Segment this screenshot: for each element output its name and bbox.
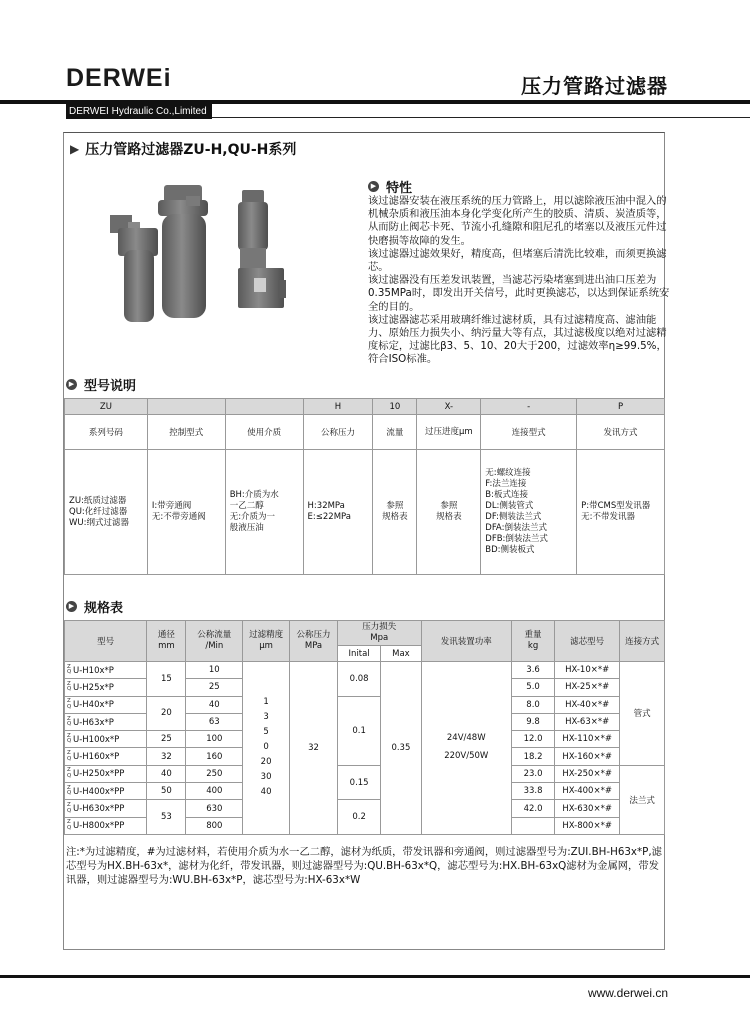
spec-flow-cell: 160: [186, 748, 243, 765]
spec-flow-cell: 10: [186, 662, 243, 679]
spec-flow-cell: 100: [186, 731, 243, 748]
spec-model-cell: [65, 783, 147, 800]
spec-flow-cell: 800: [186, 817, 243, 834]
spec-element-cell: HX-160×*#: [555, 748, 620, 765]
spec-model-cell: [65, 817, 147, 834]
model-detail-cell: 参照 规格表: [373, 450, 417, 575]
spec-weight-cell: [511, 817, 554, 834]
model-prefix-bottom: Q: [67, 686, 72, 693]
spec-loss-initial-cell: 0.1: [338, 696, 381, 765]
spec-model-name: U-H100x*P: [73, 734, 120, 745]
spec-loss-max-cell: 0.35: [381, 662, 421, 835]
spec-header-connection: 连接方式: [620, 621, 665, 662]
spec-flow-cell: 40: [186, 696, 243, 713]
spec-bore-cell: 20: [147, 696, 186, 731]
model-header-cell: 系列号码: [65, 415, 148, 450]
spec-weight-cell: 8.0: [511, 696, 554, 713]
spec-flow-cell: 25: [186, 679, 243, 696]
feature-paragraph: 该过滤器没有压差发讯装置，当滤芯污染堵塞到进出油口压差为0.35MPa时，即发出开关信号，此时更换滤芯，以达到保证系统安全的目的。: [368, 274, 670, 313]
spec-element-cell: HX-110×*#: [555, 731, 620, 748]
spec-weight-cell: 12.0: [511, 731, 554, 748]
spec-element-cell: HX-630×*#: [555, 800, 620, 817]
model-prefix-top: Z: [67, 663, 71, 670]
spec-header-model: 型号: [65, 621, 147, 662]
model-prefix-top: Z: [67, 715, 71, 722]
spec-bore-cell: 40: [147, 765, 186, 782]
spec-weight-cell: 23.0: [511, 765, 554, 782]
model-detail-cell: I:带旁通阀 无:不带旁通阀: [147, 450, 225, 575]
spec-model-name: U-H10x*P: [73, 665, 114, 676]
model-header-cell: 发讯方式: [577, 415, 665, 450]
spec-table: [64, 620, 665, 835]
feature-paragraph: 该过滤器安装在液压系统的压力管路上，用以滤除液压油中混入的机械杂质和液压油本身化学变化所产生的胶质、清质、炭渣质等，从而防止阀芯卡死、节流小孔缝隙和阻尼孔的堵塞以及液压元件过快磨损等故障的发生。: [368, 195, 667, 247]
spec-model-cell: [65, 800, 147, 817]
spec-header-pressure: 公称压力 MPa: [290, 621, 338, 662]
section-title: [70, 139, 296, 159]
model-code-cell: [225, 399, 303, 415]
spec-model-name: U-H63x*P: [73, 717, 114, 728]
filter-product-photo: [102, 180, 302, 330]
spec-element-cell: HX-800×*#: [555, 817, 620, 834]
model-prefix-top: Z: [67, 680, 71, 687]
model-detail-cell: H:32MPa E:≤22MPa: [303, 450, 373, 575]
spec-bore-cell: 32: [147, 748, 186, 765]
model-code-cell: H: [303, 399, 373, 415]
features-text: [368, 195, 670, 367]
spec-connection-cell: 法兰式: [620, 765, 665, 834]
spec-header-precision: 过滤精度 μm: [243, 621, 290, 662]
spec-header-loss: 压力损失 Mpa: [338, 621, 422, 646]
spec-header-element: 滤芯型号: [555, 621, 620, 662]
spec-weight-cell: 42.0: [511, 800, 554, 817]
company-name: DERWEI Hydraulic Co.,Limited: [66, 104, 212, 119]
spec-model-cell: [65, 765, 147, 782]
spec-weight-cell: 18.2: [511, 748, 554, 765]
model-detail-cell: 参照 规格表: [417, 450, 481, 575]
model-detail-cell: BH:介质为水 一乙二醇 无:介质为一 般液压油: [225, 450, 303, 575]
spec-header-weight: 重量 kg: [511, 621, 554, 662]
spec-weight-cell: 3.6: [511, 662, 554, 679]
spec-model-name: U-H160x*P: [73, 752, 120, 763]
spec-header-bore: 通径 mm: [147, 621, 186, 662]
spec-weight-cell: 5.0: [511, 679, 554, 696]
spec-model-cell: [65, 696, 147, 713]
spec-pressure-cell: 32: [290, 662, 338, 835]
model-prefix-bottom: Q: [67, 807, 72, 814]
spec-bore-cell: 15: [147, 662, 186, 697]
spec-element-cell: HX-400×*#: [555, 783, 620, 800]
model-prefix-bottom: Q: [67, 790, 72, 797]
spec-note: 注:*为过滤精度，#为过滤材料，若使用介质为水一乙二醇，滤材为纸质，带发讯器和旁通阀，则过滤器型号为:ZUI.BH-H63x*P,滤芯型号为HX.BH-63x*，滤材为化纤，带发讯器，则过滤器型号为:QU.BH-63x*Q，滤芯型号为:HX.BH-63xQ滤材为金属网，带发讯器，则过滤器型号为:WU.BH-63x*P，滤芯型号为:HX-63x*W: [66, 846, 662, 886]
model-header-cell: 连接型式: [481, 415, 577, 450]
spec-model-cell: [65, 662, 147, 679]
model-detail-cell: ZU:纸质过滤器 QU:化纤过滤器 WU:纲式过滤器: [65, 450, 148, 575]
spec-flow-cell: 63: [186, 713, 243, 730]
brand-logo: DERWEi: [66, 64, 172, 92]
spec-connection-cell: 管式: [620, 662, 665, 766]
spec-bore-cell: 25: [147, 731, 186, 748]
spec-signal-cell: 24V/48W 220V/50W: [421, 662, 511, 835]
model-prefix-bottom: Q: [67, 738, 72, 745]
model-header-cell: 过压进度μm: [417, 415, 481, 450]
spec-heading-text: 规格表: [84, 601, 124, 616]
model-code-cell: P: [577, 399, 665, 415]
play-arrow-icon: ▶: [70, 142, 80, 156]
model-prefix-bottom: Q: [67, 669, 72, 676]
spec-bore-cell: 53: [147, 800, 186, 835]
model-prefix-bottom: Q: [67, 755, 72, 762]
model-header-cell: 使用介质: [225, 415, 303, 450]
spec-weight-cell: 33.8: [511, 783, 554, 800]
header-thin-rule: [212, 117, 750, 118]
spec-flow-cell: 400: [186, 783, 243, 800]
spec-element-cell: HX-10×*#: [555, 662, 620, 679]
spec-model-cell: [65, 679, 147, 696]
bullet-arrow-icon: ▶: [66, 601, 77, 612]
model-prefix-top: Z: [67, 784, 71, 791]
model-prefix-bottom: Q: [67, 721, 72, 728]
page-header-title: 压力管路过滤器: [521, 74, 668, 98]
bullet-arrow-icon: ▶: [66, 379, 77, 390]
spec-model-name: U-H250x*PP: [73, 769, 125, 780]
model-prefix-top: Z: [67, 750, 71, 757]
model-header-cell: 控制型式: [147, 415, 225, 450]
section-title-text: 压力管路过滤器ZU-H,QU-H系列: [85, 142, 297, 158]
model-prefix-top: Z: [67, 732, 71, 739]
website-link[interactable]: www.derwei.cn: [587, 986, 668, 1000]
spec-model-name: U-H25x*P: [73, 682, 114, 693]
feature-paragraph: 该过滤器过滤效果好，精度高，但堵塞后清洗比较难，而须更换滤芯。: [368, 247, 667, 274]
model-prefix-top: Z: [67, 819, 71, 826]
model-code-cell: ZU: [65, 399, 148, 415]
spec-header-flow: 公称流量 /Min: [186, 621, 243, 662]
model-detail-cell: 无:螺纹连接 F:法兰连接 B:板式连接 DL:侧装管式 DF:侧装法兰式 DFA:倒装法兰式 DFB:倒装法兰式 BD:侧装板式: [481, 450, 577, 575]
spec-loss-initial-cell: 0.15: [338, 765, 381, 800]
model-code-table: [64, 398, 665, 575]
feature-paragraph: 该过滤器滤芯采用玻璃纤维过滤材质，具有过滤精度高、滤油能力、原始压力损失小、纳污量大等有点，其过滤极度以绝对过滤精度标定，过滤比β3、5、10、20大于200，过滤效率η≥99.5%，符合ISO标准。: [368, 313, 667, 366]
model-code-cell: -: [481, 399, 577, 415]
spec-flow-cell: 250: [186, 765, 243, 782]
spec-model-cell: [65, 748, 147, 765]
model-prefix-top: Z: [67, 698, 71, 705]
spec-model-cell: [65, 731, 147, 748]
spec-header-loss-max: Max: [381, 646, 421, 662]
model-header-cell: 公称压力: [303, 415, 373, 450]
spec-loss-initial-cell: 0.08: [338, 662, 381, 697]
spec-model-cell: [65, 713, 147, 730]
model-code-cell: [147, 399, 225, 415]
bullet-arrow-icon: ▶: [368, 181, 379, 192]
spec-header-signal: 发讯装置功率: [421, 621, 511, 662]
model-code-cell: 10: [373, 399, 417, 415]
model-prefix-top: Z: [67, 802, 71, 809]
features-heading-text: 特性: [386, 181, 413, 196]
model-heading-text: 型号说明: [84, 379, 137, 394]
spec-precision-cell: 1 3 5 0 20 30 40: [243, 662, 290, 835]
spec-header-loss-initial: Inital: [338, 646, 381, 662]
spec-heading: [66, 597, 123, 616]
spec-weight-cell: 9.8: [511, 713, 554, 730]
spec-element-cell: HX-40×*#: [555, 696, 620, 713]
spec-bore-cell: 50: [147, 783, 186, 800]
model-prefix-top: Z: [67, 767, 71, 774]
model-prefix-bottom: Q: [67, 824, 72, 831]
footer-rule: [0, 975, 750, 978]
model-code-cell: X-: [417, 399, 481, 415]
model-heading: [66, 375, 136, 394]
spec-model-name: U-H400x*PP: [73, 786, 125, 797]
model-detail-cell: P:带CMS型发讯器 无:不带发讯器: [577, 450, 665, 575]
spec-element-cell: HX-63×*#: [555, 713, 620, 730]
spec-loss-initial-cell: 0.2: [338, 800, 381, 835]
spec-flow-cell: 630: [186, 800, 243, 817]
spec-model-name: U-H800x*PP: [73, 821, 125, 832]
features-heading: [368, 177, 412, 196]
spec-model-name: U-H630x*PP: [73, 804, 125, 815]
model-prefix-bottom: Q: [67, 772, 72, 779]
spec-element-cell: HX-25×*#: [555, 679, 620, 696]
model-header-cell: 流量: [373, 415, 417, 450]
spec-model-name: U-H40x*P: [73, 700, 114, 711]
spec-element-cell: HX-250×*#: [555, 765, 620, 782]
model-prefix-bottom: Q: [67, 703, 72, 710]
